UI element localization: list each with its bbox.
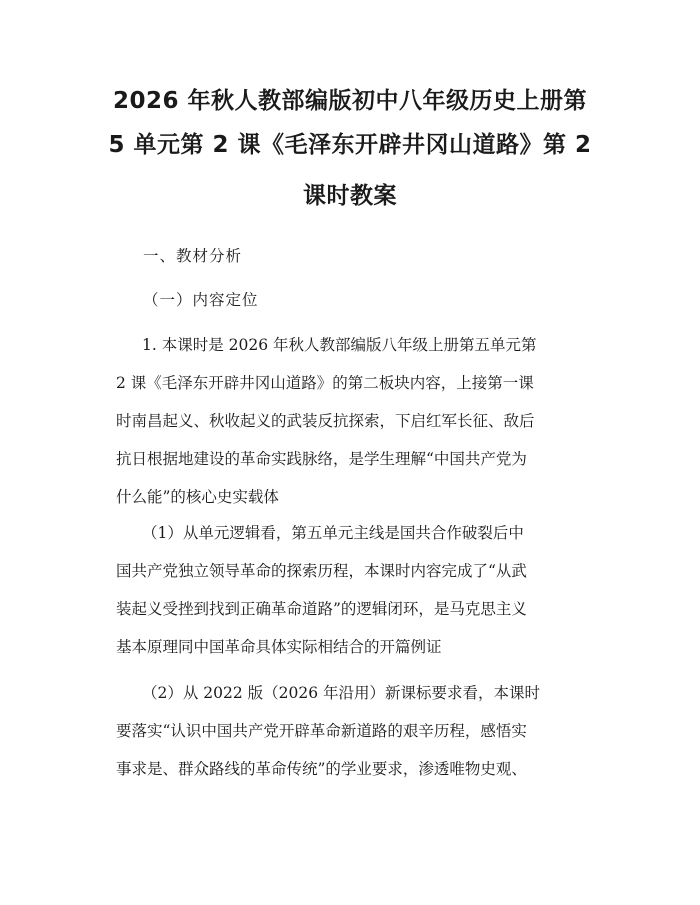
paragraph-1-line: 什么能”的核心史实载体 xyxy=(116,488,279,506)
paragraph-3-line: 事求是、群众路线的革命传统”的学业要求，渗透唯物史观、 xyxy=(116,760,527,778)
paragraph-2-line: （1）从单元逻辑看，第五单元主线是国共合作破裂后中 xyxy=(142,524,524,542)
paragraph-1 xyxy=(116,334,596,524)
paragraph-3-line: （2）从 2022 版（2026 年沿用）新课标要求看，本课时 xyxy=(142,684,541,702)
paragraph-3-line: 要落实“认识中国共产党开辟革命新道路的艰辛历程，感悟实 xyxy=(116,722,527,740)
document-title-line-3: 课时教案 xyxy=(303,183,397,209)
paragraph-3 xyxy=(116,682,596,796)
document-title-line-2: 5 单元第 2 课《毛泽东开辟井冈山道路》第 2 xyxy=(108,132,592,158)
paragraph-1-line: 2 课《毛泽东开辟井冈山道路》的第二板块内容，上接第一课 xyxy=(116,374,534,392)
paragraph-1-line: 1. 本课时是 2026 年秋人教部编版八年级上册第五单元第 xyxy=(142,336,537,354)
paragraph-1-line: 抗日根据地建设的革命实践脉络，是学生理解“中国共产党为 xyxy=(116,450,527,468)
subsection-heading: （一）内容定位 xyxy=(143,291,259,309)
paragraph-2-line: 装起义受挫到找到正确革命道路”的逻辑闭环，是马克思主义 xyxy=(116,600,527,618)
paragraph-2-line: 国共产党独立领导革命的探索历程，本课时内容完成了“从武 xyxy=(116,562,527,580)
paragraph-2-line: 基本原理同中国革命具体实际相结合的开篇例证 xyxy=(116,638,442,656)
paragraph-1-line: 时南昌起义、秋收起义的武装反抗探索，下启红军长征、敌后 xyxy=(116,412,535,430)
section-heading: 一、教材分析 xyxy=(143,247,243,265)
document-title-line-1: 2026 年秋人教部编版初中八年级历史上册第 xyxy=(112,88,588,114)
paragraph-2 xyxy=(116,522,596,674)
